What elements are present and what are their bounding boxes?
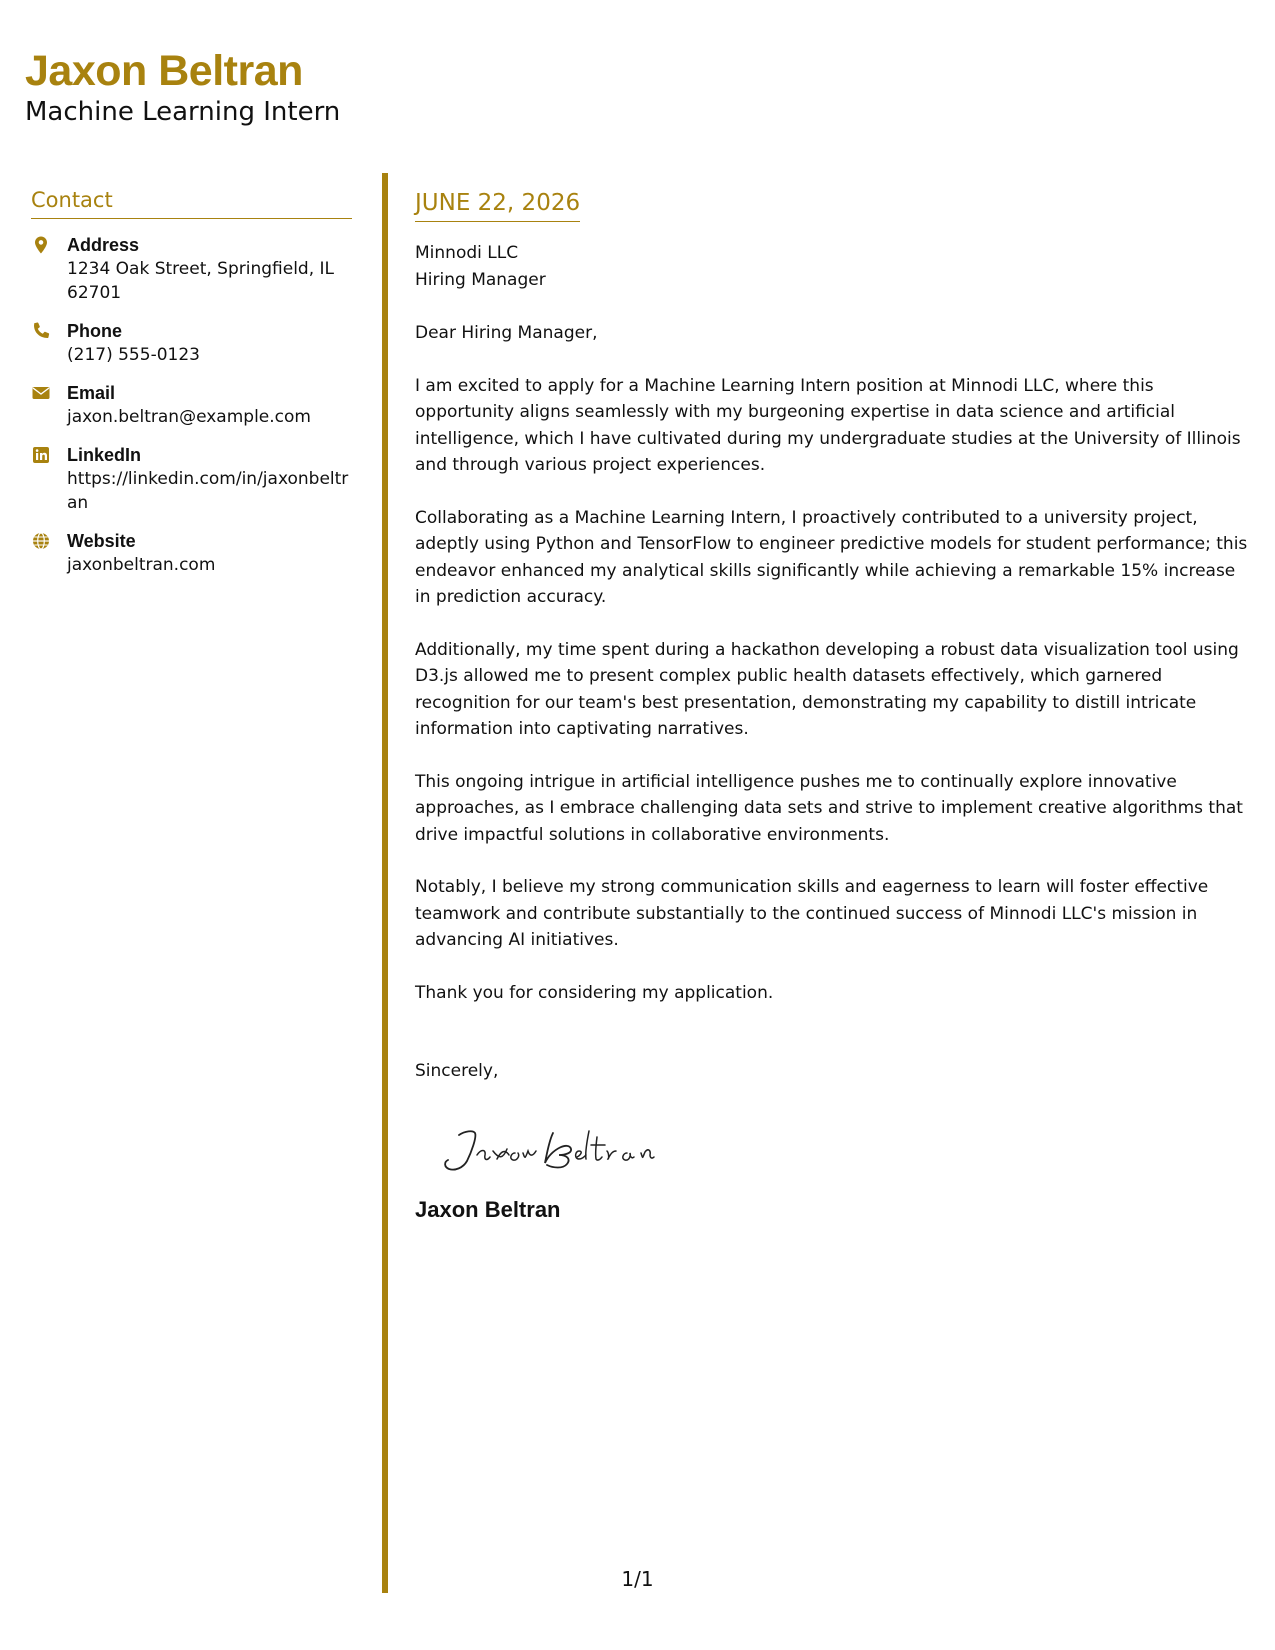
- contact-heading: Contact: [31, 188, 352, 219]
- recipient-company: Minnodi LLC: [415, 243, 519, 263]
- contact-address: [31, 233, 352, 305]
- contact-value: (217) 555-0123: [67, 345, 200, 365]
- contact-phone: [31, 319, 352, 367]
- greeting: Dear Hiring Manager,: [415, 323, 598, 343]
- contact-label: Phone: [67, 321, 123, 341]
- page-number: 1/1: [621, 1567, 654, 1591]
- contact-label: Address: [67, 235, 140, 255]
- phone-icon: [31, 319, 67, 367]
- map-pin-icon: [31, 233, 67, 305]
- contact-label: Website: [67, 531, 136, 551]
- contact-label: Email: [67, 383, 116, 403]
- globe-icon: [31, 529, 67, 577]
- letter-paragraph: Thank you for considering my application.: [415, 982, 774, 1003]
- signer-name: Jaxon Beltran: [415, 1196, 561, 1222]
- column-divider: [382, 173, 388, 1593]
- letter-date: JUNE 22, 2026: [415, 190, 580, 222]
- letter-paragraph: Collaborating as a Machine Learning Intern, I proactively contributed to a university project, adeptly using Python and TensorFlow to engineer predictive models for student performance; this endeavor enhanced my analytical skills significantly while achieving a remarkable 15% increase in prediction accuracy.: [415, 507, 1248, 607]
- letter-paragraph: I am excited to apply for a Machine Learning Intern position at Minnodi LLC, where this opportunity aligns seamlessly with my burgeoning expertise in data science and artificial intelligence, which I have cultivated during my undergraduate studies at the University of Illinois and through various project experiences.: [415, 375, 1241, 475]
- contact-website: [31, 529, 352, 577]
- contact-linkedin: [31, 443, 352, 515]
- recipient-title: Hiring Manager: [415, 270, 546, 290]
- contact-value: 1234 Oak Street, Springfield, IL 62701: [67, 259, 335, 303]
- page-header: [25, 48, 340, 127]
- contact-label: LinkedIn: [67, 445, 142, 465]
- letter-paragraph: This ongoing intrigue in artificial intelligence pushes me to continually explore innovative approaches, as I embrace challenging data sets and strive to implement creative algorithms that drive impactful solutions in collaborative environments.: [415, 771, 1243, 845]
- letter-body: [415, 190, 1250, 1223]
- contact-value: jaxon.beltran@example.com: [67, 407, 311, 427]
- linkedin-icon: [31, 443, 67, 515]
- applicant-name: Jaxon Beltran: [25, 47, 303, 95]
- letter-paragraph: Additionally, my time spent during a hackathon developing a robust data visualization tool using D3.js allowed me to present complex public health datasets effectively, which garnered recognition for our team's best presentation, demonstrating my capability to distill intricate information into captivating narratives.: [415, 639, 1239, 739]
- contact-value: https://linkedin.com/in/jaxonbeltran: [67, 469, 349, 513]
- applicant-role: Machine Learning Intern: [25, 97, 341, 128]
- handwritten-signature: [431, 1119, 1250, 1179]
- recipient-block: [415, 240, 1250, 294]
- contact-value: jaxonbeltran.com: [67, 555, 216, 575]
- contact-sidebar: [31, 188, 352, 577]
- envelope-icon: [31, 381, 67, 429]
- contact-email: [31, 381, 352, 429]
- closing: Sincerely,: [415, 1061, 499, 1081]
- letter-paragraph: Notably, I believe my strong communication skills and eagerness to learn will foster effective teamwork and contribute substantially to the continued success of Minnodi LLC's mission in advancing AI initiatives.: [415, 877, 1209, 950]
